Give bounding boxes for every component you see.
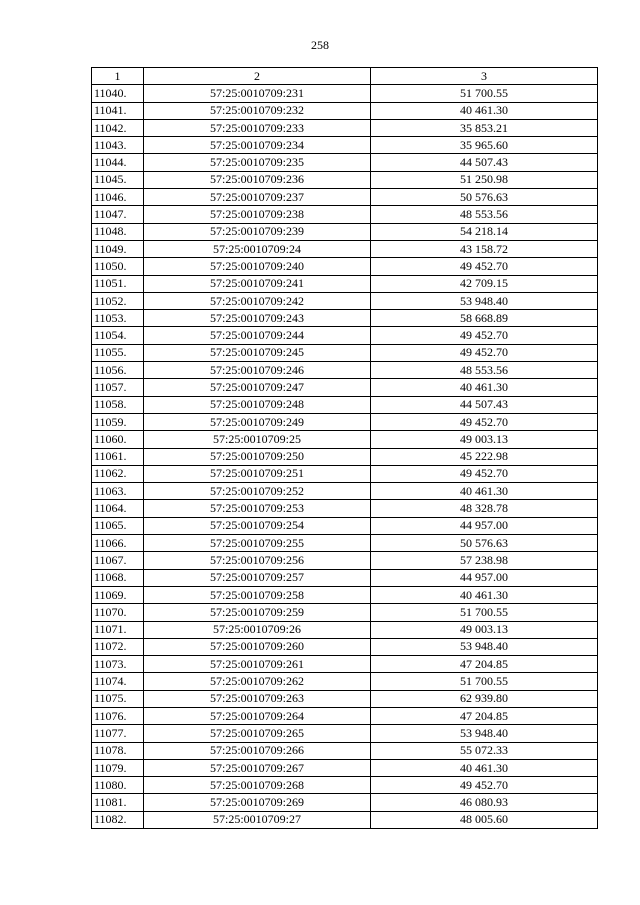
value-cell: 49 452.70: [371, 465, 598, 482]
table-row: [92, 638, 598, 655]
cadastral-number-cell: 57:25:0010709:251: [144, 465, 371, 482]
row-number-cell: 11042.: [92, 119, 144, 136]
cadastral-number-cell: 57:25:0010709:240: [144, 258, 371, 275]
row-number-cell: 11061.: [92, 448, 144, 465]
table-row: [92, 535, 598, 552]
value-cell: 49 452.70: [371, 777, 598, 794]
table-row: [92, 690, 598, 707]
row-number-cell: 11067.: [92, 552, 144, 569]
table-row: [92, 604, 598, 621]
row-number-cell: 11070.: [92, 604, 144, 621]
row-number-cell: 11044.: [92, 154, 144, 171]
value-cell: 49 003.13: [371, 621, 598, 638]
value-cell: 40 461.30: [371, 379, 598, 396]
cadastral-number-cell: 57:25:0010709:239: [144, 223, 371, 240]
table-row: [92, 413, 598, 430]
cadastral-number-cell: 57:25:0010709:235: [144, 154, 371, 171]
table-row: [92, 206, 598, 223]
table-row: [92, 379, 598, 396]
cadastral-number-cell: 57:25:0010709:260: [144, 638, 371, 655]
value-cell: 44 507.43: [371, 396, 598, 413]
value-cell: 44 957.00: [371, 517, 598, 534]
table-row: [92, 465, 598, 482]
value-cell: 40 461.30: [371, 586, 598, 603]
row-number-cell: 11058.: [92, 396, 144, 413]
row-number-cell: 11066.: [92, 535, 144, 552]
table-row: [92, 171, 598, 188]
table-row: [92, 811, 598, 828]
row-number-cell: 11076.: [92, 707, 144, 724]
value-cell: 44 957.00: [371, 569, 598, 586]
row-number-cell: 11079.: [92, 759, 144, 776]
row-number-cell: 11082.: [92, 811, 144, 828]
row-number-cell: 11053.: [92, 310, 144, 327]
row-number-cell: 11049.: [92, 240, 144, 257]
table-row: [92, 154, 598, 171]
row-number-cell: 11074.: [92, 673, 144, 690]
cadastral-number-cell: 57:25:0010709:255: [144, 535, 371, 552]
cadastral-number-cell: 57:25:0010709:256: [144, 552, 371, 569]
cadastral-number-cell: 57:25:0010709:254: [144, 517, 371, 534]
row-number-cell: 11050.: [92, 258, 144, 275]
cadastral-number-cell: 57:25:0010709:237: [144, 189, 371, 206]
row-number-cell: 11064.: [92, 500, 144, 517]
cadastral-number-cell: 57:25:0010709:26: [144, 621, 371, 638]
cadastral-number-cell: 57:25:0010709:269: [144, 794, 371, 811]
row-number-cell: 11043.: [92, 137, 144, 154]
table-row: [92, 310, 598, 327]
cadastral-number-cell: 57:25:0010709:243: [144, 310, 371, 327]
row-number-cell: 11063.: [92, 483, 144, 500]
table-row: [92, 673, 598, 690]
cadastral-number-cell: 57:25:0010709:231: [144, 85, 371, 102]
row-number-cell: 11062.: [92, 465, 144, 482]
row-number-cell: 11047.: [92, 206, 144, 223]
table-row: [92, 102, 598, 119]
table-row: [92, 794, 598, 811]
cadastral-number-cell: 57:25:0010709:249: [144, 413, 371, 430]
value-cell: 48 328.78: [371, 500, 598, 517]
table-row: [92, 777, 598, 794]
cadastral-number-cell: 57:25:0010709:264: [144, 707, 371, 724]
table-row: [92, 759, 598, 776]
registry-table: [91, 67, 598, 829]
row-number-cell: 11040.: [92, 85, 144, 102]
column-header-1: 1: [92, 68, 144, 85]
row-number-cell: 11065.: [92, 517, 144, 534]
value-cell: 53 948.40: [371, 725, 598, 742]
row-number-cell: 11057.: [92, 379, 144, 396]
value-cell: 48 005.60: [371, 811, 598, 828]
cadastral-number-cell: 57:25:0010709:232: [144, 102, 371, 119]
value-cell: 58 668.89: [371, 310, 598, 327]
value-cell: 49 452.70: [371, 258, 598, 275]
cadastral-number-cell: 57:25:0010709:263: [144, 690, 371, 707]
table-body: [92, 85, 598, 829]
row-number-cell: 11054.: [92, 327, 144, 344]
value-cell: 51 700.55: [371, 673, 598, 690]
table-row: [92, 742, 598, 759]
value-cell: 43 158.72: [371, 240, 598, 257]
cadastral-number-cell: 57:25:0010709:250: [144, 448, 371, 465]
row-number-cell: 11055.: [92, 344, 144, 361]
cadastral-number-cell: 57:25:0010709:27: [144, 811, 371, 828]
cadastral-number-cell: 57:25:0010709:261: [144, 656, 371, 673]
cadastral-number-cell: 57:25:0010709:246: [144, 362, 371, 379]
cadastral-number-cell: 57:25:0010709:253: [144, 500, 371, 517]
table-row: [92, 552, 598, 569]
table-row: [92, 517, 598, 534]
cadastral-number-cell: 57:25:0010709:258: [144, 586, 371, 603]
value-cell: 35 965.60: [371, 137, 598, 154]
row-number-cell: 11080.: [92, 777, 144, 794]
value-cell: 55 072.33: [371, 742, 598, 759]
row-number-cell: 11048.: [92, 223, 144, 240]
value-cell: 51 700.55: [371, 604, 598, 621]
cadastral-number-cell: 57:25:0010709:266: [144, 742, 371, 759]
cadastral-number-cell: 57:25:0010709:241: [144, 275, 371, 292]
table-row: [92, 189, 598, 206]
cadastral-number-cell: 57:25:0010709:234: [144, 137, 371, 154]
value-cell: 49 452.70: [371, 327, 598, 344]
value-cell: 51 250.98: [371, 171, 598, 188]
table-row: [92, 621, 598, 638]
table-row: [92, 396, 598, 413]
row-number-cell: 11081.: [92, 794, 144, 811]
value-cell: 46 080.93: [371, 794, 598, 811]
table-row: [92, 344, 598, 361]
table-row: [92, 500, 598, 517]
value-cell: 49 452.70: [371, 413, 598, 430]
value-cell: 45 222.98: [371, 448, 598, 465]
value-cell: 50 576.63: [371, 189, 598, 206]
cadastral-number-cell: 57:25:0010709:257: [144, 569, 371, 586]
cadastral-number-cell: 57:25:0010709:259: [144, 604, 371, 621]
table-row: [92, 223, 598, 240]
value-cell: 50 576.63: [371, 535, 598, 552]
cadastral-number-cell: 57:25:0010709:242: [144, 292, 371, 309]
row-number-cell: 11041.: [92, 102, 144, 119]
value-cell: 53 948.40: [371, 292, 598, 309]
table-row: [92, 656, 598, 673]
value-cell: 51 700.55: [371, 85, 598, 102]
row-number-cell: 11068.: [92, 569, 144, 586]
table-row: [92, 85, 598, 102]
cadastral-number-cell: 57:25:0010709:262: [144, 673, 371, 690]
cadastral-number-cell: 57:25:0010709:245: [144, 344, 371, 361]
row-number-cell: 11077.: [92, 725, 144, 742]
cadastral-number-cell: 57:25:0010709:236: [144, 171, 371, 188]
cadastral-number-cell: 57:25:0010709:233: [144, 119, 371, 136]
cadastral-number-cell: 57:25:0010709:268: [144, 777, 371, 794]
cadastral-number-cell: 57:25:0010709:247: [144, 379, 371, 396]
value-cell: 40 461.30: [371, 483, 598, 500]
table-header-row: [92, 68, 598, 85]
cadastral-number-cell: 57:25:0010709:24: [144, 240, 371, 257]
row-number-cell: 11056.: [92, 362, 144, 379]
column-header-3: 3: [371, 68, 598, 85]
page-number: 258: [311, 38, 329, 52]
table-row: [92, 119, 598, 136]
table-row: [92, 569, 598, 586]
cadastral-number-cell: 57:25:0010709:238: [144, 206, 371, 223]
table-row: [92, 327, 598, 344]
table-row: [92, 362, 598, 379]
value-cell: 44 507.43: [371, 154, 598, 171]
table-row: [92, 137, 598, 154]
value-cell: 49 003.13: [371, 431, 598, 448]
value-cell: 40 461.30: [371, 759, 598, 776]
table-row: [92, 483, 598, 500]
value-cell: 57 238.98: [371, 552, 598, 569]
row-number-cell: 11052.: [92, 292, 144, 309]
value-cell: 49 452.70: [371, 344, 598, 361]
value-cell: 48 553.56: [371, 206, 598, 223]
cadastral-number-cell: 57:25:0010709:244: [144, 327, 371, 344]
value-cell: 62 939.80: [371, 690, 598, 707]
value-cell: 47 204.85: [371, 656, 598, 673]
table-row: [92, 448, 598, 465]
table-row: [92, 258, 598, 275]
row-number-cell: 11060.: [92, 431, 144, 448]
row-number-cell: 11059.: [92, 413, 144, 430]
table-row: [92, 725, 598, 742]
row-number-cell: 11078.: [92, 742, 144, 759]
table-row: [92, 707, 598, 724]
table-row: [92, 292, 598, 309]
cadastral-number-cell: 57:25:0010709:25: [144, 431, 371, 448]
table-row: [92, 240, 598, 257]
row-number-cell: 11046.: [92, 189, 144, 206]
row-number-cell: 11045.: [92, 171, 144, 188]
row-number-cell: 11051.: [92, 275, 144, 292]
cadastral-number-cell: 57:25:0010709:267: [144, 759, 371, 776]
table-row: [92, 586, 598, 603]
column-header-2: 2: [144, 68, 371, 85]
row-number-cell: 11069.: [92, 586, 144, 603]
row-number-cell: 11073.: [92, 656, 144, 673]
value-cell: 40 461.30: [371, 102, 598, 119]
cadastral-number-cell: 57:25:0010709:265: [144, 725, 371, 742]
value-cell: 53 948.40: [371, 638, 598, 655]
table-row: [92, 275, 598, 292]
value-cell: 35 853.21: [371, 119, 598, 136]
value-cell: 47 204.85: [371, 707, 598, 724]
row-number-cell: 11075.: [92, 690, 144, 707]
table-row: [92, 431, 598, 448]
cadastral-number-cell: 57:25:0010709:248: [144, 396, 371, 413]
value-cell: 54 218.14: [371, 223, 598, 240]
value-cell: 48 553.56: [371, 362, 598, 379]
value-cell: 42 709.15: [371, 275, 598, 292]
row-number-cell: 11072.: [92, 638, 144, 655]
row-number-cell: 11071.: [92, 621, 144, 638]
cadastral-number-cell: 57:25:0010709:252: [144, 483, 371, 500]
